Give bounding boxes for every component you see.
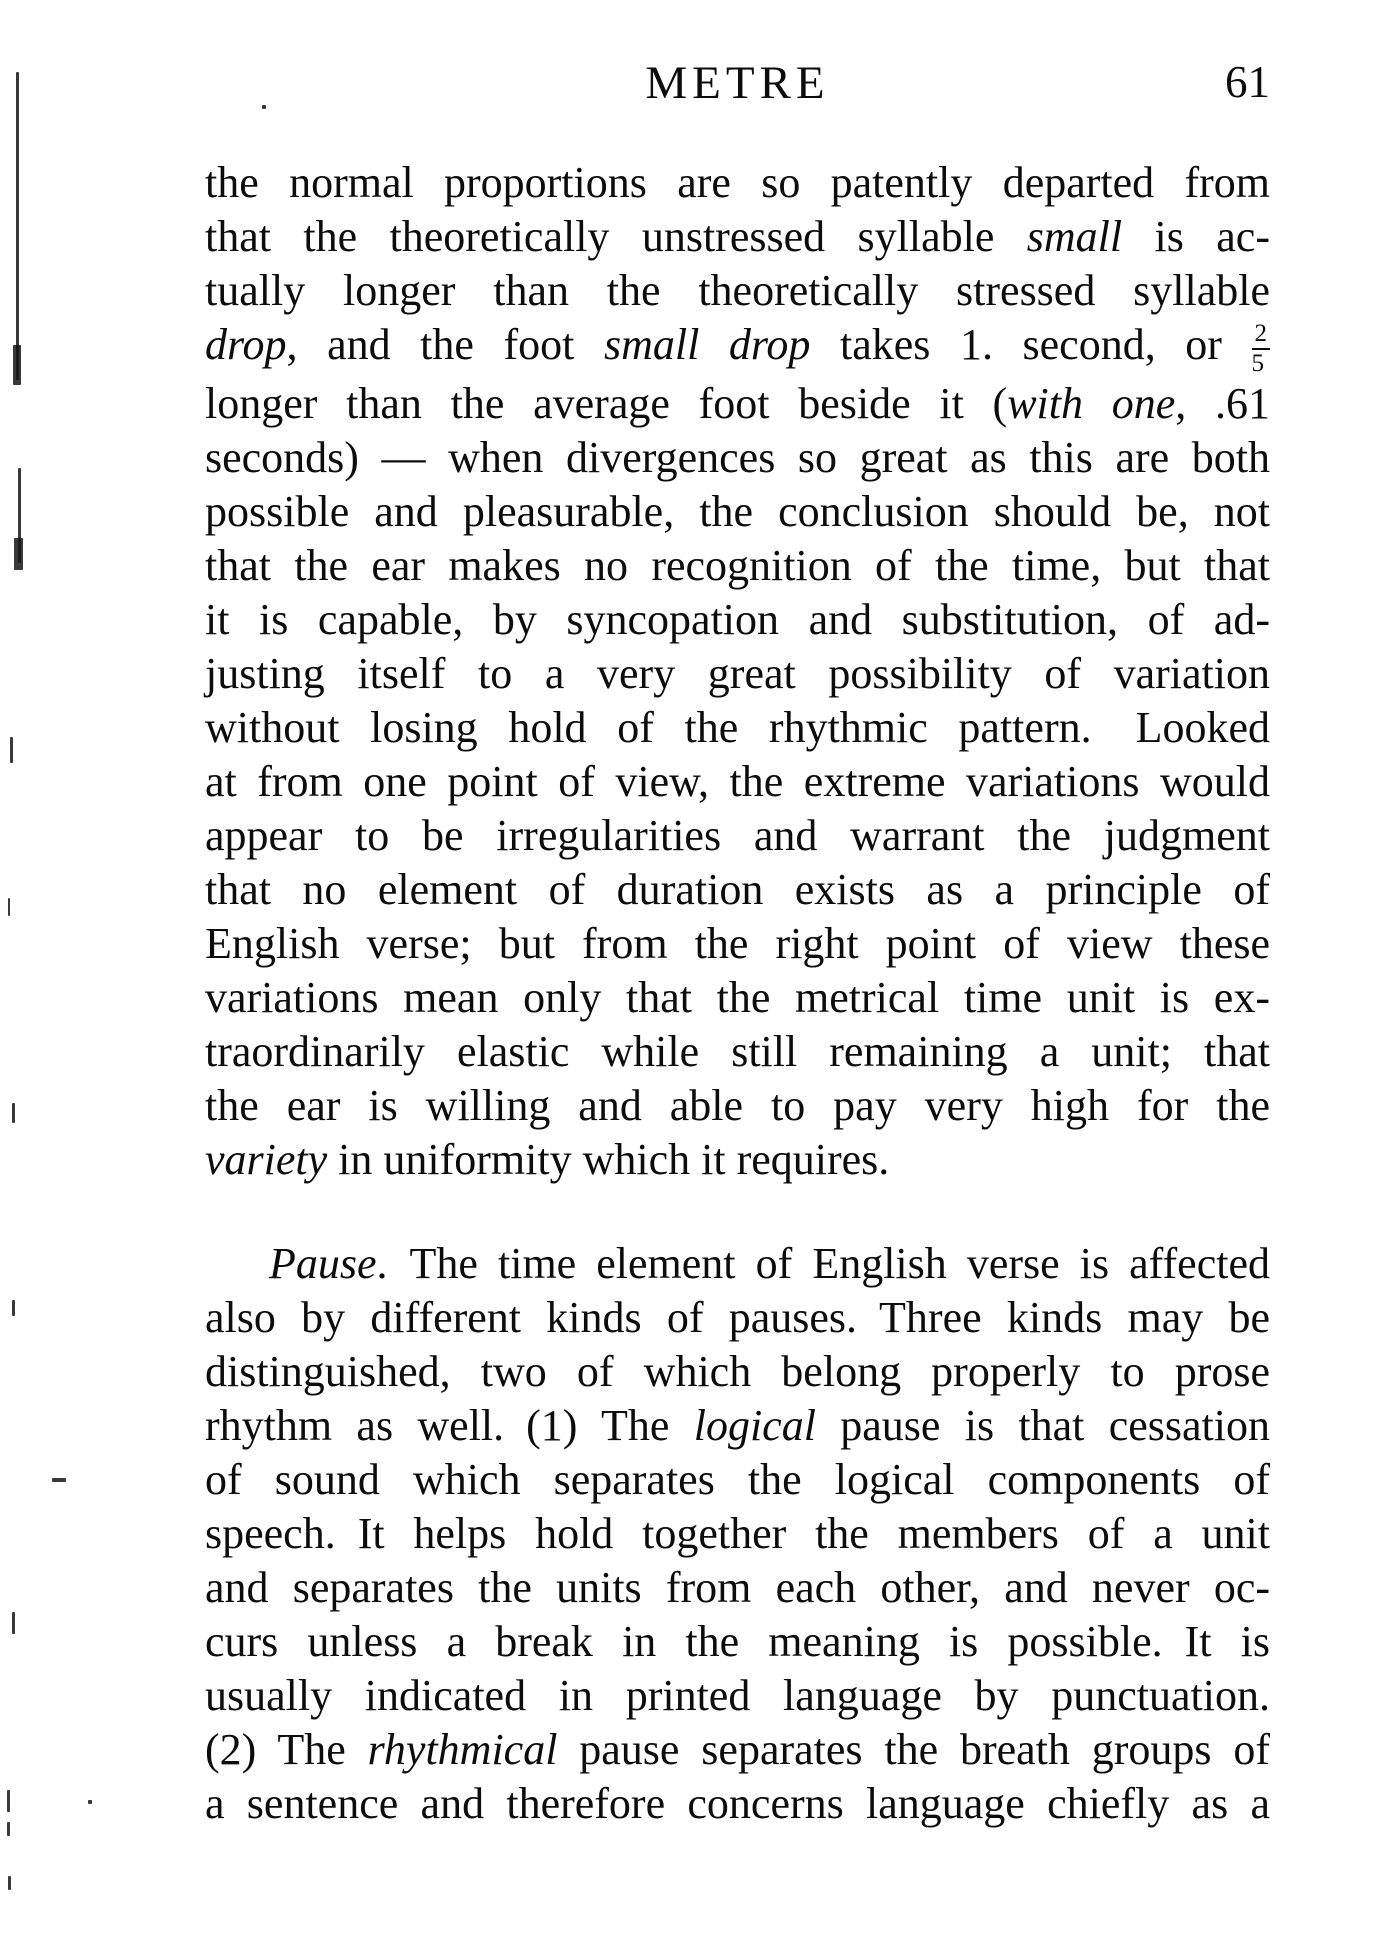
text-line xyxy=(205,1453,1270,1507)
text-line xyxy=(205,593,1270,647)
text-line xyxy=(205,1615,1270,1669)
page-body xyxy=(205,156,1270,1831)
italic-text: small drop xyxy=(603,320,811,369)
text-segment: without losing hold of the rhythmic pattern. Looked xyxy=(205,703,1270,752)
text-line xyxy=(205,863,1270,917)
text-line xyxy=(205,1345,1270,1399)
text-segment: . The time element of English verse is affected xyxy=(376,1239,1270,1288)
scan-artifact xyxy=(88,1800,92,1804)
text-line xyxy=(205,1561,1270,1615)
text-line xyxy=(205,485,1270,539)
text-line xyxy=(205,210,1270,264)
text-segment: of sound which separates the logical components of xyxy=(205,1455,1270,1504)
text-segment: the normal proportions are so patently departed from xyxy=(205,158,1270,207)
text-segment: at from one point of view, the extreme variations would xyxy=(205,757,1270,806)
italic-text: small xyxy=(1026,212,1123,261)
text-segment: also by different kinds of pauses. Three kinds may be xyxy=(205,1293,1270,1342)
text-segment: that no element of duration exists as a principle of xyxy=(205,865,1270,914)
scan-artifact xyxy=(12,1300,15,1316)
text-line xyxy=(205,809,1270,863)
italic-text: variety xyxy=(205,1135,328,1184)
text-line xyxy=(205,1025,1270,1079)
text-segment: , and the foot xyxy=(286,320,604,369)
text-segment: the ear is willing and able to pay very high for the xyxy=(205,1081,1270,1130)
paragraph xyxy=(205,156,1270,1187)
text-segment: it is capable, by syncopation and substitution, of ad- xyxy=(205,595,1270,644)
scan-artifact xyxy=(8,898,10,916)
scan-artifact xyxy=(16,72,19,380)
scan-artifact xyxy=(52,1478,66,1482)
text-line xyxy=(205,1291,1270,1345)
page-number: 61 xyxy=(1225,57,1270,107)
text-segment: curs unless a break in the meaning is possible. It is xyxy=(205,1617,1270,1666)
text-line xyxy=(205,1723,1270,1777)
text-line xyxy=(205,318,1270,377)
text-segment: and separates the units from each other, and never oc- xyxy=(205,1563,1270,1612)
text-line xyxy=(205,1133,1270,1187)
italic-text: Pause xyxy=(269,1239,377,1288)
text-line xyxy=(205,1079,1270,1133)
page-title: METRE xyxy=(645,57,830,109)
scan-artifact xyxy=(10,737,13,763)
scan-artifact xyxy=(262,105,266,109)
text-line xyxy=(205,431,1270,485)
scan-artifact xyxy=(8,1876,11,1890)
text-segment: speech. It helps hold together the members of a unit xyxy=(205,1509,1270,1558)
scan-artifact xyxy=(7,1822,10,1836)
text-segment: that the ear makes no recognition of the time, but that xyxy=(205,541,1270,590)
text-segment: pause separates the breath groups of xyxy=(557,1725,1270,1774)
text-segment: distinguished, two of which belong properly to prose xyxy=(205,1347,1270,1396)
text-segment: in uniformity which it requires. xyxy=(327,1135,890,1184)
text-segment: (2) The xyxy=(205,1725,368,1774)
text-line xyxy=(205,755,1270,809)
paragraph xyxy=(205,1237,1270,1831)
text-segment: English verse; but from the right point of view these xyxy=(205,919,1270,968)
scan-artifact xyxy=(12,1612,15,1634)
text-segment: justing itself to a very great possibility of variation xyxy=(205,649,1270,698)
scan-artifact xyxy=(12,1103,15,1123)
text-segment: longer than the average foot beside it ( xyxy=(205,379,1008,428)
italic-text: drop xyxy=(205,320,287,369)
text-segment: variations mean only that the metrical time unit is ex- xyxy=(205,973,1270,1022)
text-line xyxy=(205,264,1270,318)
italic-text: logical xyxy=(693,1401,816,1450)
text-line xyxy=(205,917,1270,971)
text-line xyxy=(205,156,1270,210)
text-segment: takes 1. second, or xyxy=(810,320,1252,369)
text-line xyxy=(205,647,1270,701)
text-segment: is ac- xyxy=(1122,212,1270,261)
text-segment: a sentence and therefore concerns language chiefly as a xyxy=(205,1779,1270,1828)
text-line xyxy=(205,1399,1270,1453)
text-segment: seconds) — when divergences so great as this are both xyxy=(205,433,1270,482)
scan-artifact xyxy=(7,1790,10,1812)
text-line xyxy=(205,1507,1270,1561)
text-line xyxy=(205,971,1270,1025)
text-line xyxy=(205,701,1270,755)
text-line xyxy=(205,377,1270,431)
text-segment: pause is that cessation xyxy=(815,1401,1270,1450)
text-line xyxy=(205,1237,1270,1291)
stacked-fraction: $\frac{2}{5}$ xyxy=(1252,321,1271,377)
scan-artifact xyxy=(14,538,23,570)
text-line xyxy=(205,539,1270,593)
text-segment: that the theoretically unstressed syllable xyxy=(205,212,1027,261)
italic-text: rhythmical xyxy=(367,1725,558,1774)
text-line xyxy=(205,1669,1270,1723)
text-segment: rhythm as well. (1) The xyxy=(205,1401,694,1450)
text-segment: usually indicated in printed language by punctuation. xyxy=(205,1671,1270,1720)
text-segment: , .61 xyxy=(1175,379,1270,428)
text-line xyxy=(205,1777,1270,1831)
text-segment: traordinarily elastic while still remaining a unit; that xyxy=(205,1027,1270,1076)
text-segment: tually longer than the theoretically stressed syllable xyxy=(205,266,1270,315)
italic-text: with one xyxy=(1007,379,1176,428)
text-segment: possible and pleasurable, the conclusion should be, not xyxy=(205,487,1270,536)
text-segment: appear to be irregularities and warrant the judgment xyxy=(205,811,1270,860)
scan-artifact xyxy=(13,345,21,385)
